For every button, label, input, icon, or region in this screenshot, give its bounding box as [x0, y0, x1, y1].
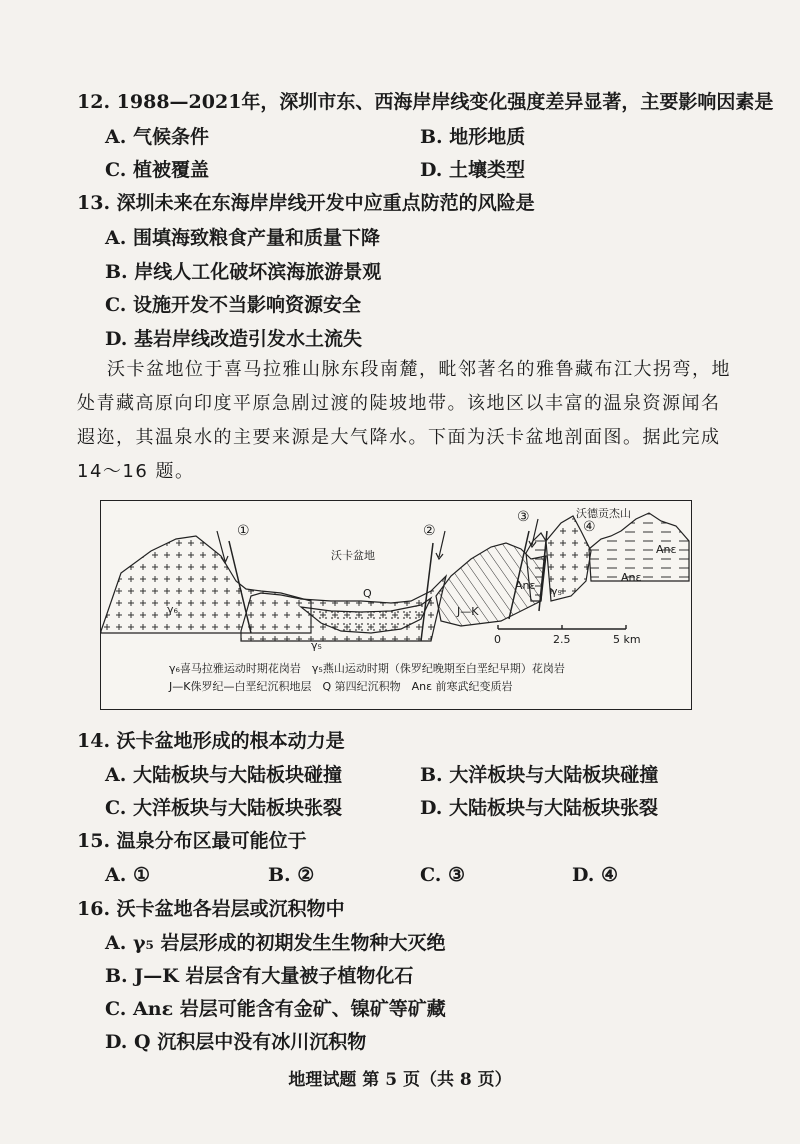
label-ane-west: Anε	[515, 579, 536, 592]
q14-option-d: D. 大陆板块与大陆板块张裂	[420, 797, 659, 819]
scale-label-mid: 2.5	[553, 633, 571, 646]
passage-line-1: 沃卡盆地位于喜马拉雅山脉东段南麓，毗邻著名的雅鲁藏布江大拐弯，地	[107, 359, 731, 380]
q13-option-d: D. 基岩岸线改造引发水土流失	[105, 328, 363, 350]
q14-option-b: B. 大洋板块与大陆板块碰撞	[420, 764, 659, 786]
basin-label: 沃卡盆地	[331, 549, 375, 562]
q15-option-c: C. ③	[420, 864, 466, 886]
q13-option-b: B. 岸线人工化破坏滨海旅游景观	[105, 261, 382, 283]
q12-option-b: B. 地形地质	[420, 126, 526, 148]
q12-stem: 12. 1988—2021年，深圳市东、西海岸岸线变化强度差异显著，主要影响因素是	[77, 91, 774, 113]
q16-option-b: B. J—K 岩层含有大量被子植物化石	[105, 965, 414, 987]
label-gamma5-mountain: γ₅	[551, 585, 562, 598]
q16-option-d: D. Q 沉积层中没有冰川沉积物	[105, 1031, 367, 1053]
q12-option-c: C. 植被覆盖	[105, 159, 210, 181]
q16-option-a: A. γ₅ 岩层形成的初期发生生物种大灭绝	[105, 932, 446, 954]
q14-option-a: A. 大陆板块与大陆板块碰撞	[105, 764, 342, 786]
marker-1: ①	[237, 523, 250, 539]
label-jk: J—K	[457, 605, 479, 618]
mountain-label: 沃德贡杰山	[576, 507, 631, 520]
q14-option-c: C. 大洋板块与大陆板块张裂	[105, 797, 343, 819]
q16-stem: 16. 沃卡盆地各岩层或沉积物中	[77, 898, 345, 920]
passage-line-2: 处青藏高原向印度平原急剧过渡的陡坡地带。该地区以丰富的温泉资源闻名	[77, 393, 721, 414]
basin-cross-section-figure	[100, 500, 692, 710]
marker-3: ③	[517, 509, 530, 525]
passage-line-4: 14～16 题。	[77, 461, 195, 482]
legend-line-2: J—K侏罗纪—白垩纪沉积地层 Q 第四纪沉积物 Anε 前寒武纪变质岩	[169, 680, 513, 693]
legend-line-1: γ₆喜马拉雅运动时期花岗岩 γ₅燕山运动时期（侏罗纪晚期至白垩纪早期）花岗岩	[169, 662, 565, 675]
q16-option-c: C. Anε 岩层可能含有金矿、镍矿等矿藏	[105, 998, 446, 1020]
label-gamma5-basin: γ₅	[311, 639, 322, 652]
page-footer: 地理试题 第 5 页（共 8 页）	[288, 1070, 512, 1090]
q13-option-c: C. 设施开发不当影响资源安全	[105, 294, 362, 316]
q13-option-a: A. 围填海致粮食产量和质量下降	[105, 227, 380, 249]
scale-label-end: 5 km	[613, 633, 641, 646]
q15-option-b: B. ②	[268, 864, 315, 886]
q14-stem: 14. 沃卡盆地形成的根本动力是	[77, 730, 345, 752]
label-gamma6: γ₆	[167, 603, 178, 616]
label-q: Q	[363, 587, 372, 600]
cross-section-drawing	[101, 501, 691, 709]
q12-option-d: D. 土壤类型	[420, 159, 526, 181]
q12-option-a: A. 气候条件	[105, 126, 209, 148]
marker-4: ④	[583, 519, 596, 535]
q15-option-d: D. ④	[572, 864, 619, 886]
scale-label-0: 0	[494, 633, 501, 646]
marker-2: ②	[423, 523, 436, 539]
passage-line-3: 遐迩，其温泉水的主要来源是大气降水。下面为沃卡盆地剖面图。据此完成	[77, 427, 721, 448]
q15-stem: 15. 温泉分布区最可能位于	[77, 830, 307, 852]
label-ane-east: Anε	[621, 571, 642, 584]
passage	[77, 356, 731, 486]
q13-stem: 13. 深圳未来在东海岸岸线开发中应重点防范的风险是	[77, 192, 535, 214]
q15-option-a: A. ①	[105, 864, 151, 886]
label-ane-peak: Anε	[656, 543, 677, 556]
